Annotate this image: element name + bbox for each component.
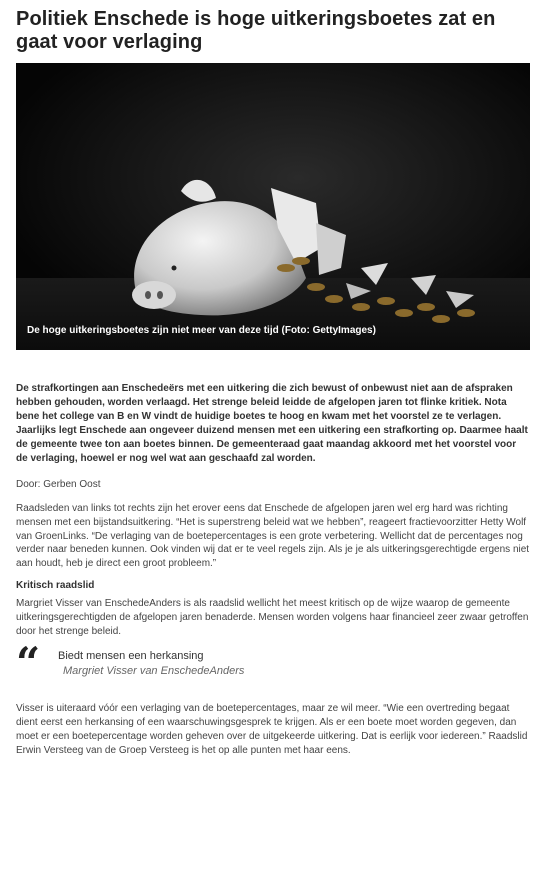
article — [16, 0, 530, 758]
article-byline: Door: Gerben Oost — [16, 479, 101, 490]
article-lead: De strafkortingen aan Enschedeërs met een uitkering die zich bewust of onbewust niet aan de afspraken hebben gehouden, worden verlaagd. Het strenge beleid leidde de afgelopen jaren tot flinke kritiek. Nota bene het college van B en W vindt de huidige boetes te hoog en kwam met het voorstel ze te verlagen. Jaarlijks legt Enschede aan ongeveer duizend mensen met een uitkering een strafkorting op. Daarmee haalt de gemeente twee ton aan boetes binnen. De gemeenteraad gaat maandag akkoord met het voorstel voor de verlaging, hoewel er nog wel wat aan geschaafd zal worden. — [16, 383, 528, 464]
quote-author: Margriet Visser van EnschedeAnders — [63, 665, 245, 678]
article-title: Politiek Enschede is hoge uitkeringsboetes zat en gaat voor verlaging — [16, 8, 496, 53]
quote-mark-icon: “ — [16, 638, 41, 688]
pull-quote — [16, 638, 530, 688]
article-subheading: Kritisch raadslid — [16, 579, 95, 591]
quote-text: Biedt mensen een herkansing — [58, 650, 204, 663]
article-paragraph: Raadsleden van links tot rechts zijn het erover eens dat Enschede de afgelopen jaren wel erg hard was richting mensen met een bijstandsuitkering. “Het is superstreng beleid wat we hebben”, reageert fractievoorzitter Hetty Wolf van GroenLinks. “De verlaging van de boetepercentages is een grote verbetering. Wellicht dat de percentages nog verder naar beneden kunnen. Ook vinden wij dat er te veel regels zijn. Als je je als uitkeringsgerechtigde ergens niet aan houdt, heb je direct een groot probleem.” — [16, 503, 530, 570]
article-paragraph: Visser is uiteraard vóór een verlaging van de boetepercentages, maar ze wil meer. “Wie een overtreding begaat dient eerst een herkansing of een waarschuwingsgesprek te krijgen. Als er een boete moet worden gegeven, dan moet er een boetepercentage worden geheven over de uitgekeerde uitkering. Dat is eerlijk voor iedereen.” Raadslid Erwin Versteeg van de Groep Versteeg is het op alle punten met haar eens. — [16, 703, 528, 756]
broken-piggy-bank-illustration — [16, 63, 530, 350]
article-paragraph: Margriet Visser van EnschedeAnders is als raadslid wellicht het meest kritisch op de wijze waarop de gemeente uitkeringsgerechtigden de afgelopen jaren benaderde. Mensen worden volgens haar financieel zeer zwaar getroffen door het strenge beleid. — [16, 597, 529, 637]
article-hero-image — [16, 63, 530, 350]
image-caption: De hoge uitkeringsboetes zijn niet meer van deze tijd (Foto: GettyImages) — [27, 325, 376, 336]
